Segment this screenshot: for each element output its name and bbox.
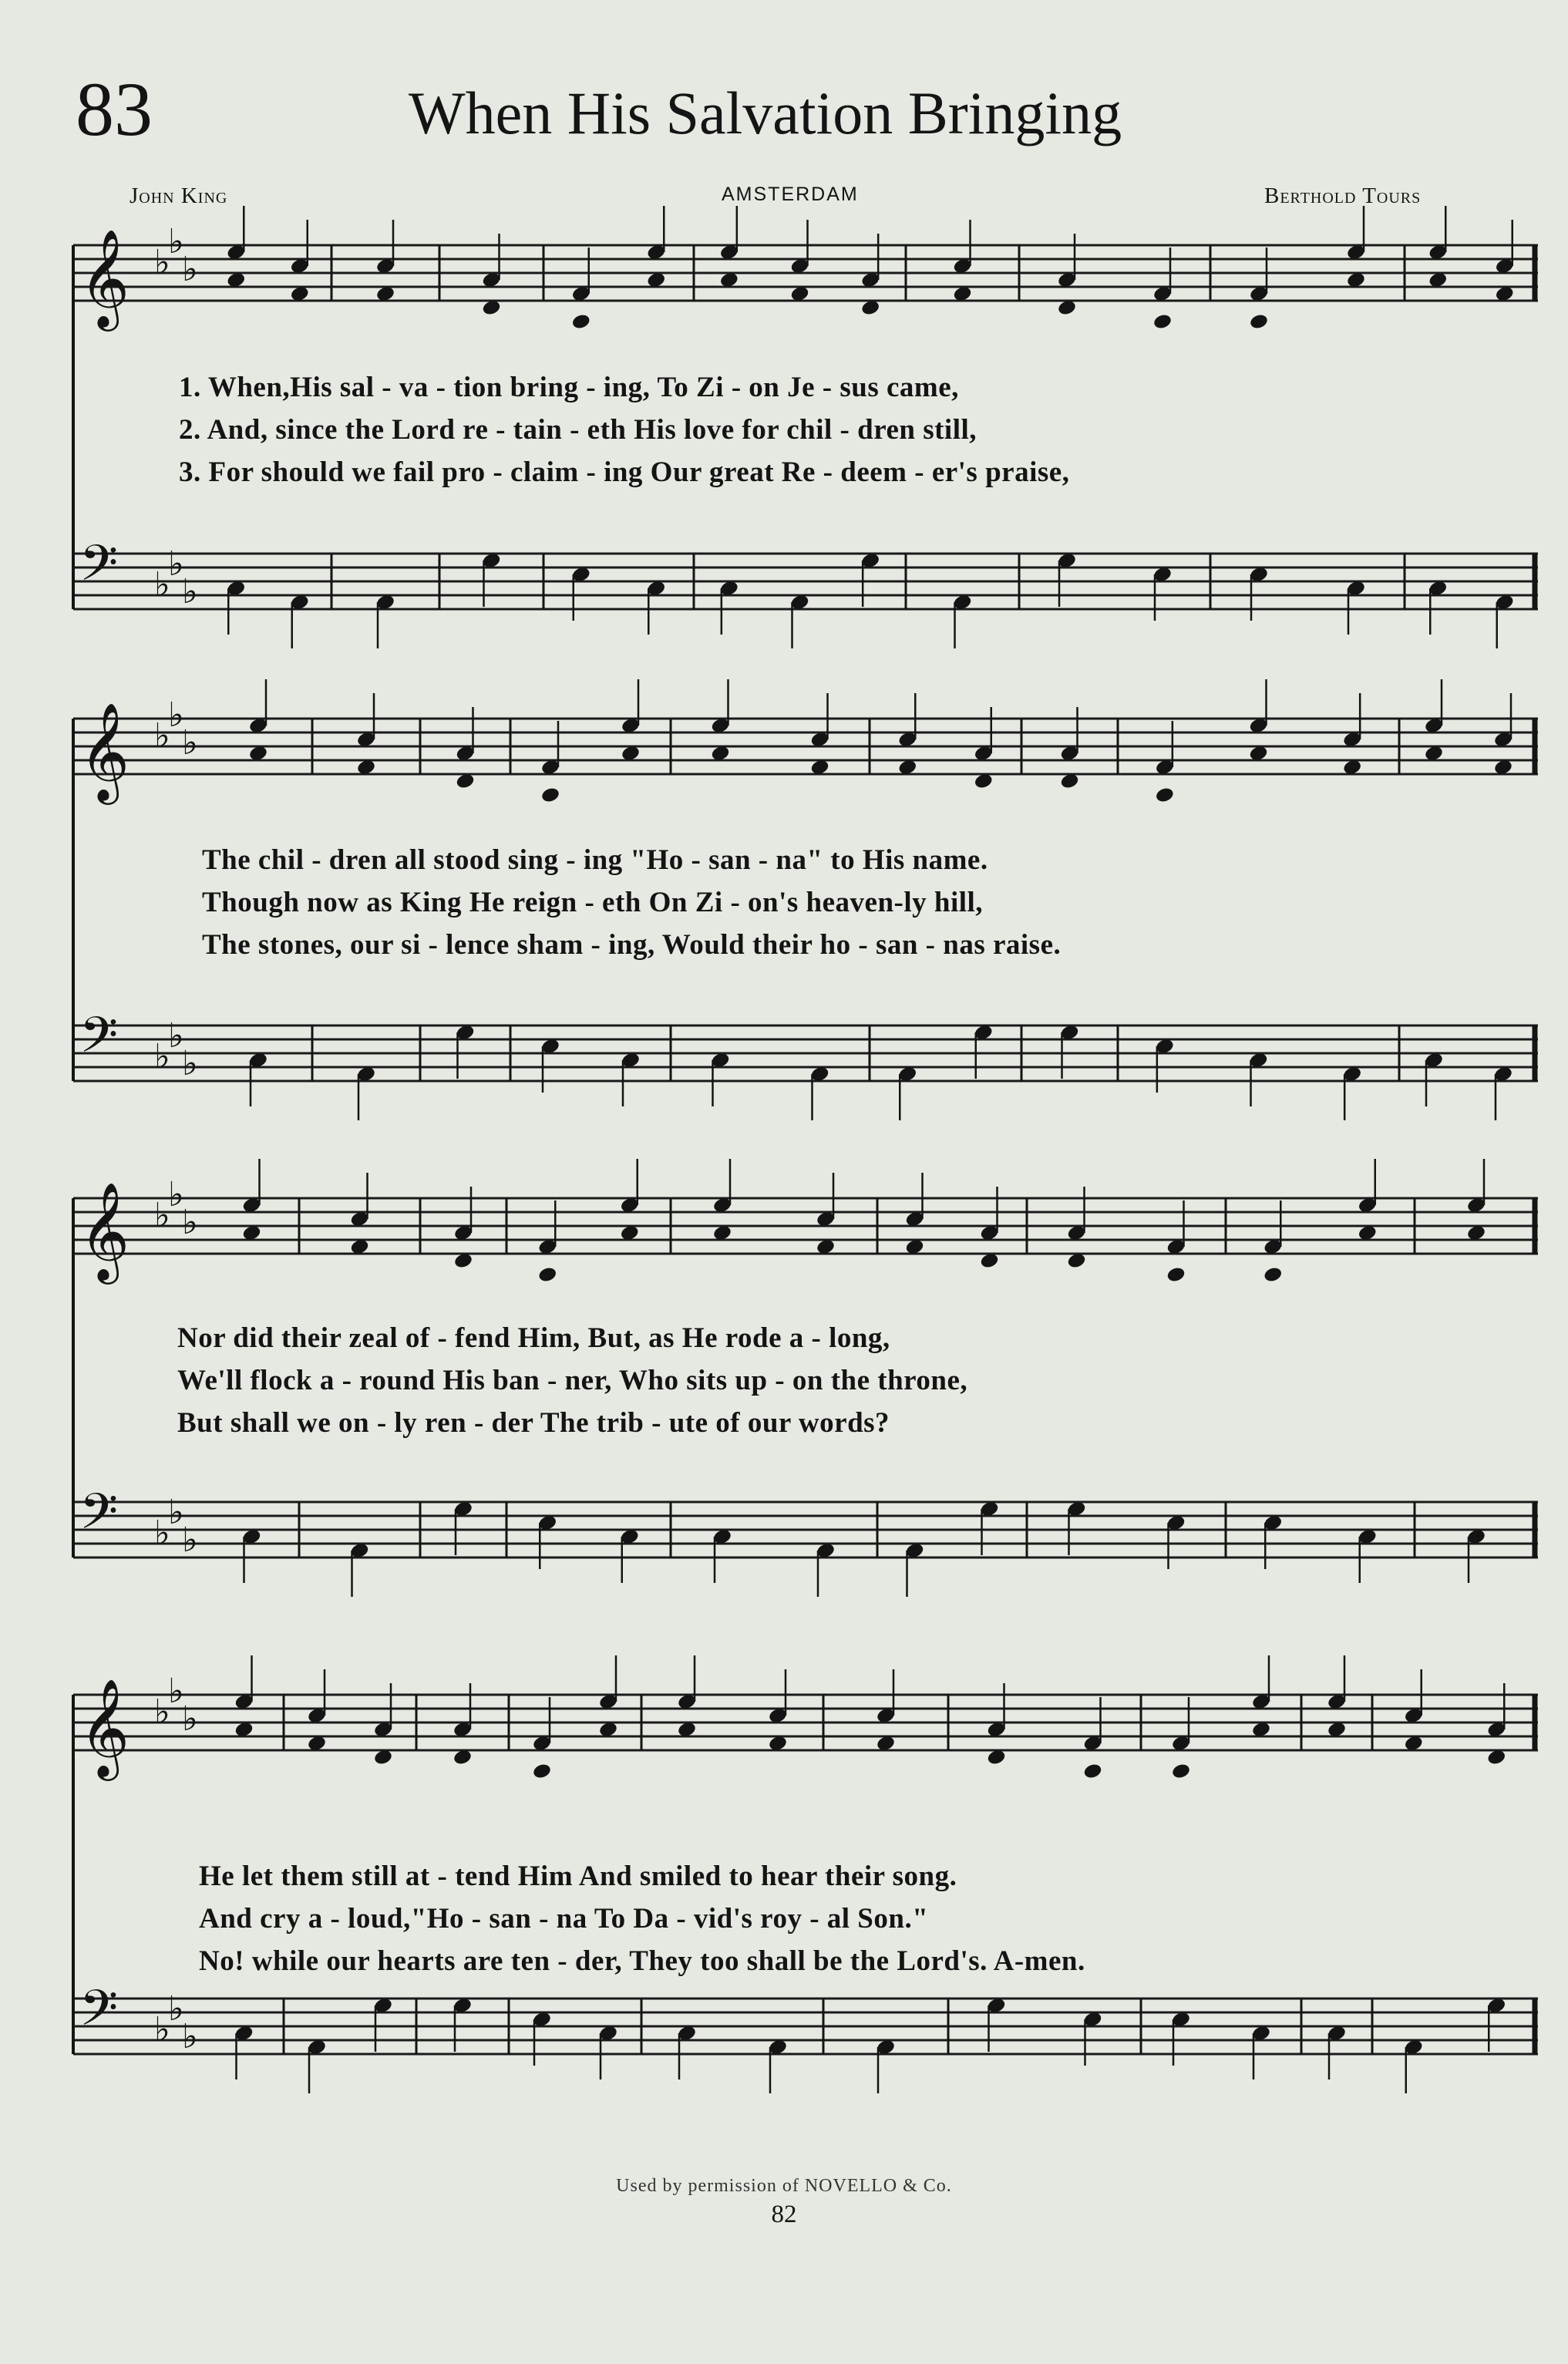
system-4-verse-1: He let them still at - tend Him And smiled to hear their song. [199,1861,957,1892]
note-head [532,1763,552,1780]
system-3-verse-1: Nor did their zeal of - fend Him, But, as He rode a - long, [177,1322,890,1354]
note-head [1166,1266,1186,1284]
author-credit: John King [130,184,228,208]
flat-sign-icon: ♭ [168,1672,184,1711]
flat-sign-icon: ♭ [168,1493,184,1532]
bass-clef-icon: 𝄢 [79,534,119,604]
treble-clef-icon: 𝄞 [79,702,130,800]
flat-sign-icon: ♭ [182,250,198,289]
flat-sign-icon: ♭ [182,1699,198,1739]
flat-sign-icon: ♭ [168,1989,184,2029]
bass-clef-icon: 𝄢 [79,1979,119,2049]
flat-sign-icon: ♭ [168,1175,184,1214]
note-head [1082,1763,1102,1780]
note-head [1152,313,1173,331]
flat-sign-icon: ♭ [182,572,198,611]
flat-sign-icon: ♭ [168,222,184,261]
system-2-verse-1: The chil - dren all stood sing - ing "Ho - san - na" to His name. [202,844,988,876]
flat-sign-icon: ♭ [168,544,184,584]
flat-sign-icon: ♭ [154,1692,170,1732]
note-head [540,786,560,804]
hymn-number: 83 [76,66,153,152]
note-head [571,313,591,331]
system-4-verse-2: And cry a - loud,"Ho - san - na To Da - vid's roy - al Son." [199,1903,929,1935]
treble-clef-icon: 𝄞 [79,228,130,327]
note-head [537,1266,557,1284]
flat-sign-icon: ♭ [182,2017,198,2056]
flat-sign-icon: ♭ [154,565,170,604]
flat-sign-icon: ♭ [168,1016,184,1056]
composer-credit: Berthold Tours [1264,184,1422,208]
system-3-verse-2: We'll flock a - round His ban - ner, Who sits up - on the throne, [177,1365,968,1396]
flat-sign-icon: ♭ [154,243,170,282]
bass-clef-icon: 𝄢 [79,1006,119,1076]
flat-sign-icon: ♭ [182,723,198,763]
flat-sign-icon: ♭ [182,1203,198,1242]
tune-name: AMSTERDAM [722,184,859,205]
flat-sign-icon: ♭ [182,1044,198,1083]
system-4-verse-3: No! while our hearts are ten - der, They too shall be the Lord's. A-men. [199,1945,1085,1977]
note-head [1155,786,1175,804]
note-head [1171,1763,1191,1780]
flat-sign-icon: ♭ [154,1037,170,1076]
flat-sign-icon: ♭ [168,695,184,735]
system-1-verse-1: 1. When,His sal - va - tion bring - ing, To Zi - on Je - sus came, [179,372,959,403]
system-2-verse-3: The stones, our si - lence sham - ing, Would their ho - san - nas raise. [202,929,1062,961]
flat-sign-icon: ♭ [154,716,170,756]
system-3-verse-3: But shall we on - ly ren - der The trib - ute of our words? [177,1407,890,1439]
system-1-verse-3: 3. For should we fail pro - claim - ing Our great Re - deem - er's praise, [179,456,1070,488]
treble-clef-icon: 𝄞 [79,1181,130,1280]
note-head [1249,313,1269,331]
treble-clef-icon: 𝄞 [79,1678,130,1776]
system-1-verse-2: 2. And, since the Lord re - tain - eth His love for chil - dren still, [179,414,977,446]
flat-sign-icon: ♭ [154,1196,170,1235]
page-number: 82 [771,2201,797,2228]
note-head [1263,1266,1283,1284]
bass-clef-icon: 𝄢 [79,1483,119,1553]
hymn-title: When His Salvation Bringing [409,79,1122,146]
system-2-verse-2: Though now as King He reign - eth On Zi - on's heaven-ly hill, [202,887,984,918]
flat-sign-icon: ♭ [154,2010,170,2049]
flat-sign-icon: ♭ [182,1520,198,1560]
permission-notice: Used by permission of NOVELLO & Co. [616,2176,952,2196]
flat-sign-icon: ♭ [154,1514,170,1553]
